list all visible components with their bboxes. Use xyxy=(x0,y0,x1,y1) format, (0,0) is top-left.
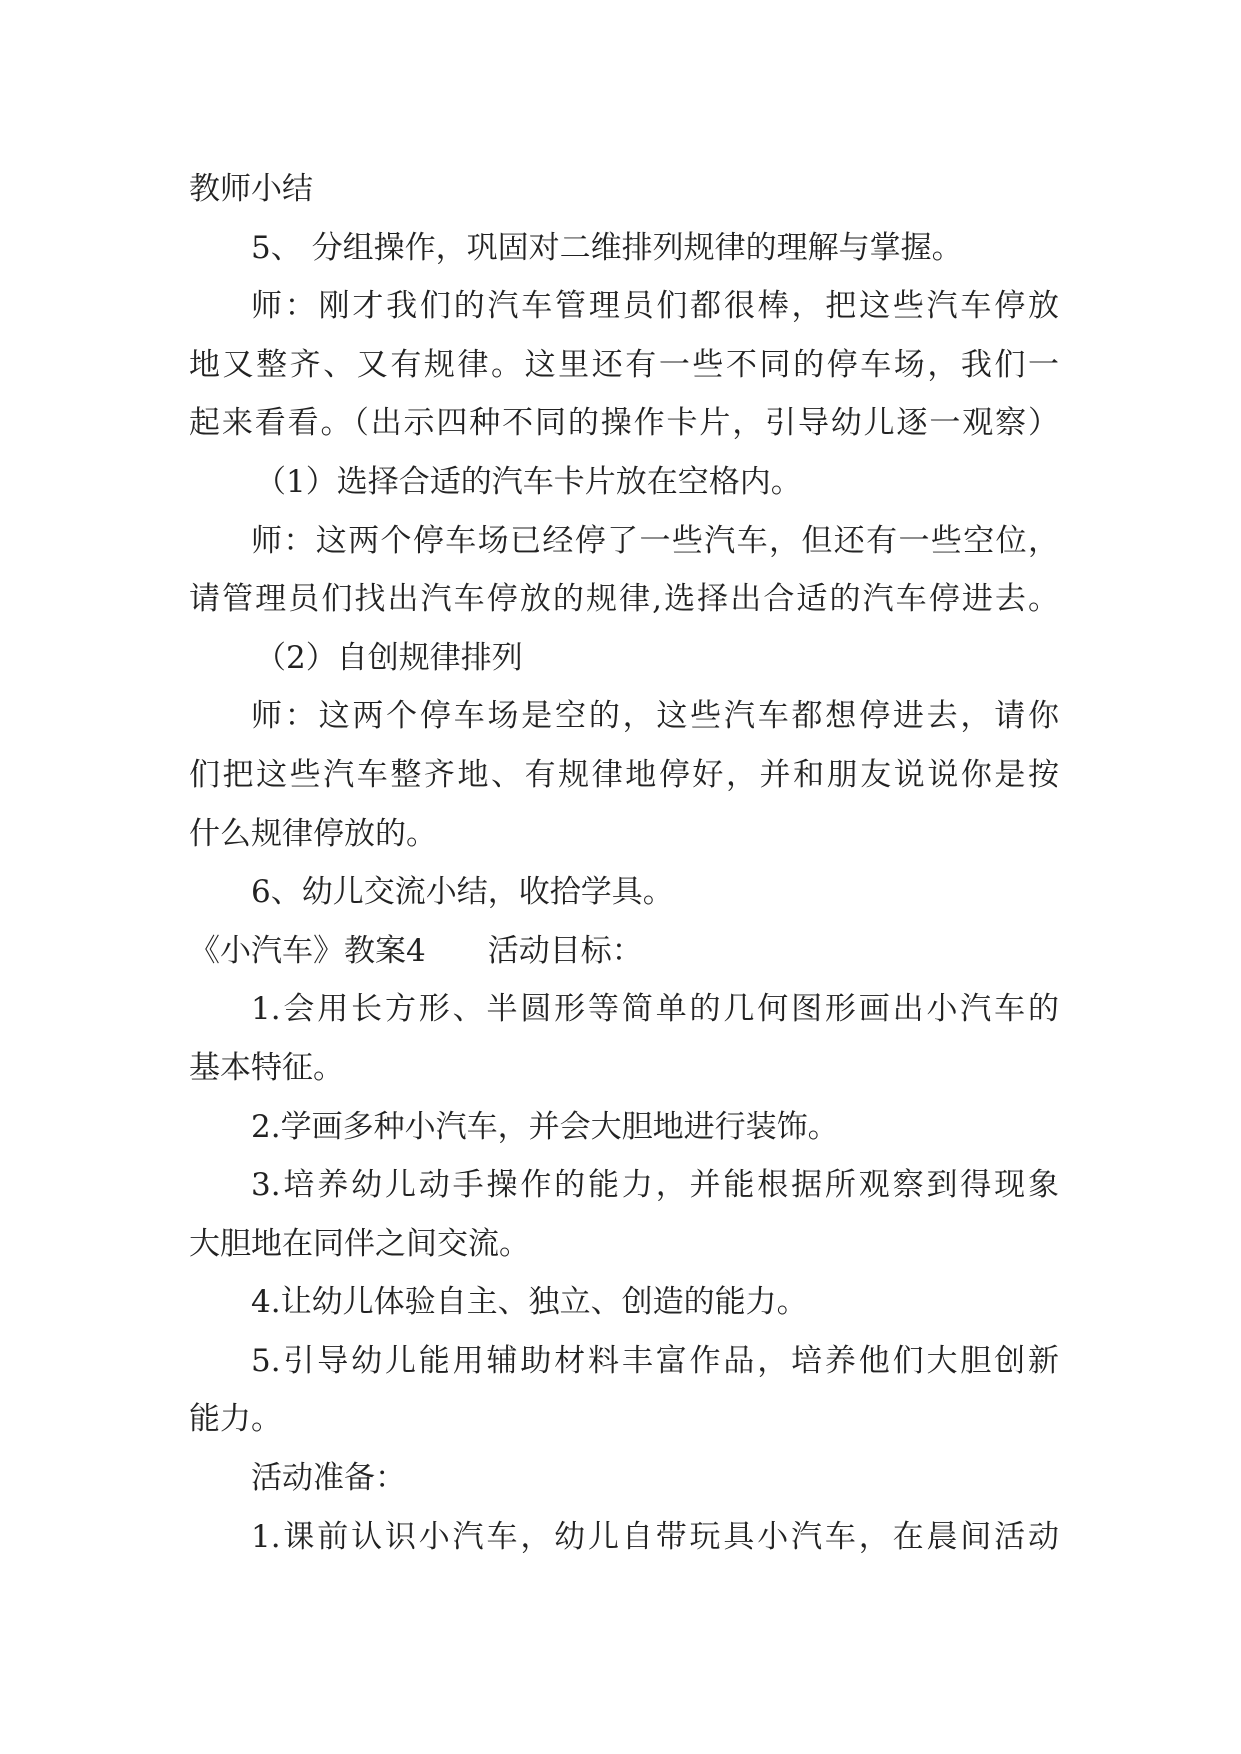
lesson-plan-title: 《小汽车》教案4 xyxy=(189,932,426,969)
text-line: 5.引导幼儿能用辅助材料丰富作品，培养他们大胆创新 xyxy=(251,1342,1059,1379)
text-line: 师：刚才我们的汽车管理员们都很棒，把这些汽车停放 xyxy=(251,288,1059,325)
text-line: 师：这两个停车场是空的，这些汽车都想停进去，请你 xyxy=(251,698,1059,735)
heading-line xyxy=(189,922,1059,981)
activity-goals-heading: 活动目标： xyxy=(487,932,643,969)
text-line: 什么规律停放的。 xyxy=(189,815,437,852)
text-line: 教师小结 xyxy=(189,171,313,207)
text-line: 5、 分组操作，巩固对二维排列规律的理解与掌握。 xyxy=(251,229,963,266)
text-line: 6、幼儿交流小结，收拾学具。 xyxy=(251,874,674,911)
text-line: 4.让幼儿体验自主、独立、创造的能力。 xyxy=(251,1284,808,1321)
text-line: 地又整齐、又有规律。这里还有一些不同的停车场，我们一 xyxy=(189,346,1059,383)
text-line: 大胆地在同伴之间交流。 xyxy=(189,1225,530,1262)
text-line: 基本特征。 xyxy=(189,1049,344,1086)
activity-preparation-heading: 活动准备： xyxy=(251,1460,406,1497)
document-body xyxy=(189,160,1059,1566)
text-line: 1.课前认识小汽车，幼儿自带玩具小汽车，在晨间活动 xyxy=(251,1518,1059,1555)
text-line: 能力。 xyxy=(189,1401,282,1438)
text-line: 1.会用长方形、半圆形等简单的几何图形画出小汽车的 xyxy=(251,991,1059,1028)
text-line: 请管理员们找出汽车停放的规律,选择出合适的汽车停进去。 xyxy=(189,581,1059,618)
text-line: （1）选择合适的汽车卡片放在空格内。 xyxy=(255,463,802,500)
text-line: 2.学画多种小汽车，并会大胆地进行装饰。 xyxy=(251,1108,839,1145)
text-line: 起来看看。（出示四种不同的操作卡片，引导幼儿逐一观察） xyxy=(189,405,1059,442)
text-line: 师：这两个停车场已经停了一些汽车，但还有一些空位， xyxy=(251,522,1059,559)
text-line: 们把这些汽车整齐地、有规律地停好，并和朋友说说你是按 xyxy=(189,756,1059,793)
text-line: （2）自创规律排列 xyxy=(255,639,523,676)
text-line: 3.培养幼儿动手操作的能力，并能根据所观察到得现象 xyxy=(251,1167,1059,1204)
